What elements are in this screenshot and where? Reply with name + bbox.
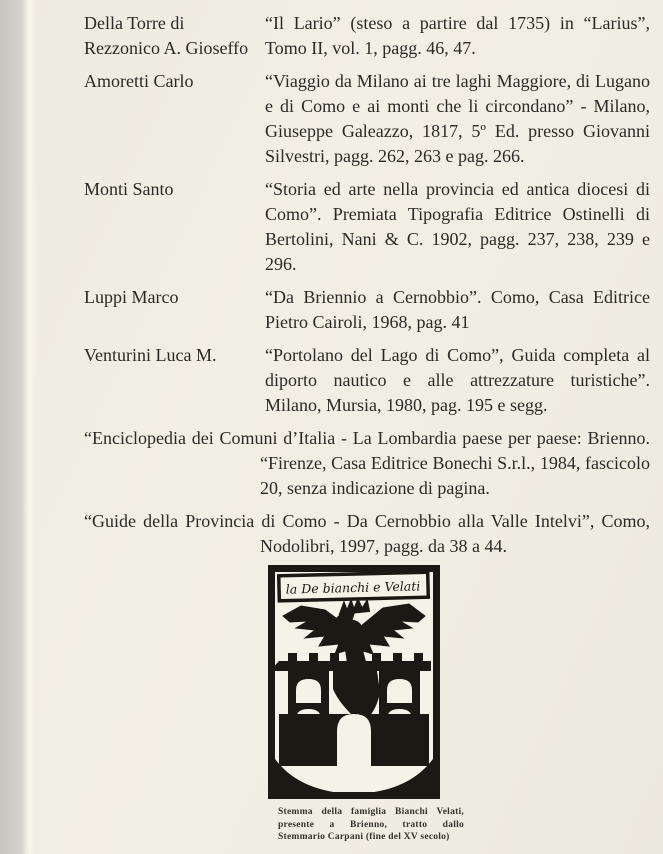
figure-caption bbox=[278, 806, 464, 844]
reference-text: “Viaggio da Milano ai tre laghi Maggiore, di Lugano e di Como e ai monti che li circondano” - Milano, Giuseppe Galeazzo, 1817, 5º Ed. presso Giovanni Silvestri, pagg. 262, 263 e pag. 266. bbox=[265, 71, 650, 166]
author-name: Amoretti Carlo bbox=[84, 71, 194, 91]
author-name: Della Torre di Rezzonico A. Gioseffo bbox=[84, 13, 249, 58]
reference-text: “Portolano del Lago di Como”, Guida completa al diporto nautico e alle attrezzature turistiche”. Milano, Mursia, 1980, pag. 195 e segg. bbox=[265, 345, 650, 415]
bibliography-list bbox=[84, 11, 650, 567]
inscription-text: la De bianchi e Velati bbox=[285, 578, 421, 597]
bibliography-entry bbox=[84, 69, 650, 169]
reference-text: “Storia ed arte nella provincia ed antica diocesi di Como”. Premiata Tipografia Editrice Ostinelli di Bertolini, Nani & C. 1902, pagg. 237, 238, 239 e 296. bbox=[265, 179, 650, 274]
bibliography-entry bbox=[84, 177, 650, 277]
bibliography-entry bbox=[84, 11, 650, 61]
coat-of-arms-figure bbox=[267, 564, 441, 801]
bibliography-entry bbox=[84, 343, 650, 418]
book-gutter-shadow bbox=[0, 0, 36, 854]
caption-line: Stemmario Carpani (fine del XV secolo) bbox=[278, 832, 450, 842]
caption-line: presente a Brienno, tratto dallo bbox=[278, 819, 464, 830]
reference-text: “Da Briennio a Cernobbio”. Como, Casa Editrice Pietro Cairoli, 1968, pag. 41 bbox=[265, 287, 650, 332]
reference-text: “Il Lario” (steso a partire dal 1735) in “Larius”, Tomo II, vol. 1, pagg. 46, 47. bbox=[265, 13, 650, 58]
caption-line: Stemma della famiglia Bianchi Velati, bbox=[278, 807, 464, 817]
bibliography-entry bbox=[84, 285, 650, 335]
bibliography-entry: “Enciclopedia dei Comuni d’Italia - La Lombardia paese per paese: Brienno. “Firenze, Casa Editrice Bonechi S.r.l., 1984, fascicolo 20, senza indicazione di pagina. bbox=[84, 428, 650, 498]
author-name: Monti Santo bbox=[84, 179, 174, 199]
inscription-band bbox=[279, 572, 429, 601]
bibliography-entry: “Guide della Provincia di Como - Da Cernobbio alla Valle Intelvi”, Como, Nodolibri, 1997, pagg. da 38 a 44. bbox=[84, 511, 650, 556]
author-name: Venturini Luca M. bbox=[84, 345, 217, 365]
author-name: Luppi Marco bbox=[84, 287, 179, 307]
